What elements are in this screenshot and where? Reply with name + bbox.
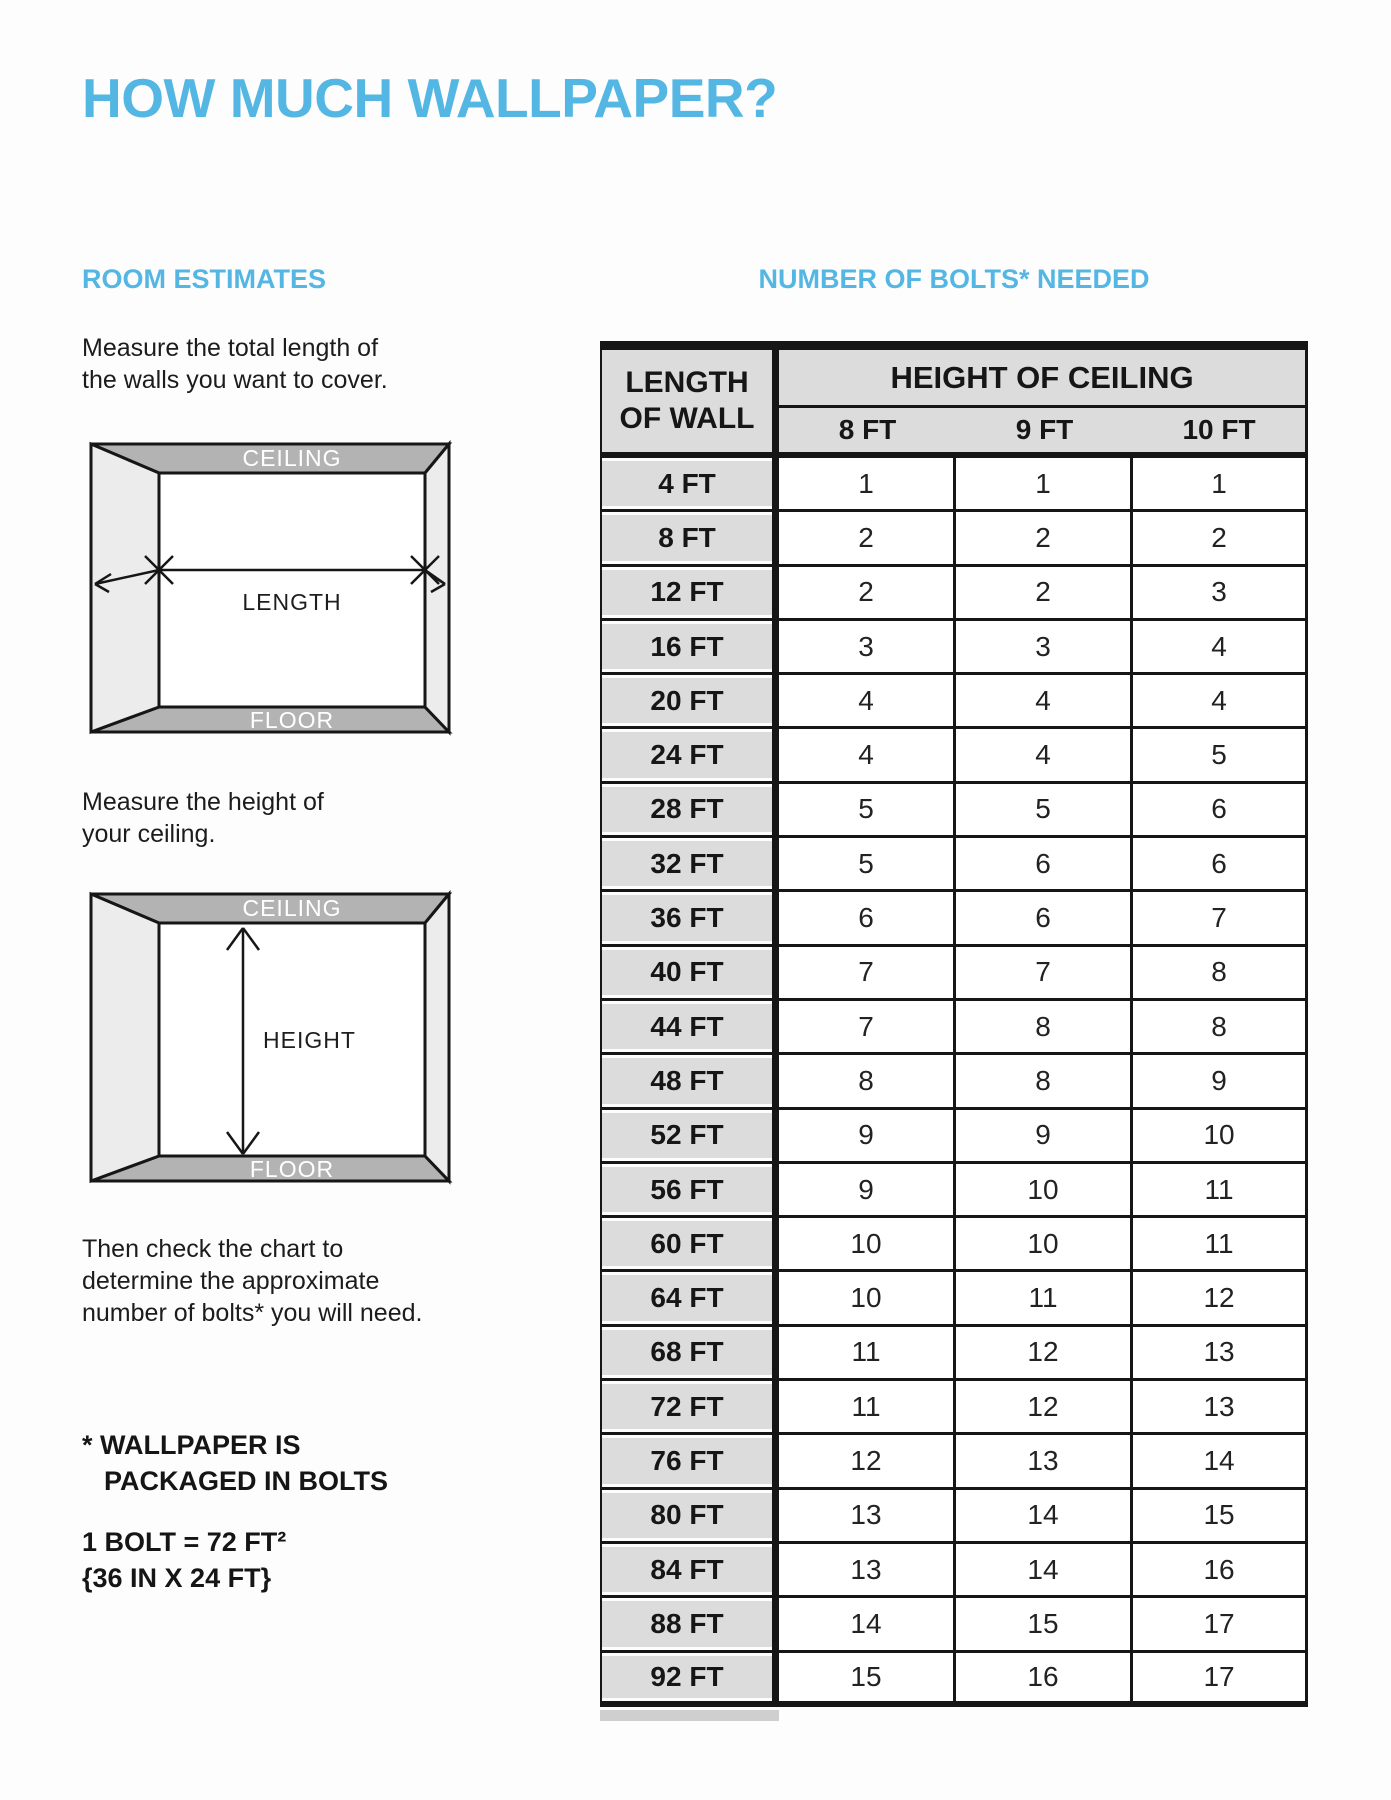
cell-9ft: 15 (956, 1598, 1133, 1652)
cell-9ft: 13 (956, 1435, 1133, 1489)
table-row (600, 1110, 1308, 1164)
row-label: 36 FT (600, 892, 779, 946)
table-row (600, 1218, 1308, 1272)
table-row (600, 1598, 1308, 1652)
row-label: 48 FT (600, 1055, 779, 1109)
cell-10ft: 17 (1133, 1598, 1308, 1652)
cell-10ft: 10 (1133, 1110, 1308, 1164)
table-row (600, 512, 1308, 566)
cell-9ft: 16 (956, 1653, 1133, 1707)
row-label: 24 FT (600, 729, 779, 783)
bolt-size-note (82, 1524, 286, 1596)
row-label: 4 FT (600, 458, 779, 512)
footnote-line: PACKAGED IN BOLTS (104, 1466, 389, 1496)
paragraph-line: Measure the height of (82, 788, 324, 816)
row-label: 44 FT (600, 1001, 779, 1055)
table-row (600, 838, 1308, 892)
cell-8ft: 10 (779, 1272, 956, 1326)
ceiling-label: CEILING (242, 895, 342, 921)
cell-8ft: 1 (779, 458, 956, 512)
cell-9ft: 6 (956, 892, 1133, 946)
row-label: 80 FT (600, 1490, 779, 1544)
table-row (600, 1490, 1308, 1544)
cell-8ft: 3 (779, 621, 956, 675)
row-label: 52 FT (600, 1110, 779, 1164)
cell-10ft: 6 (1133, 838, 1308, 892)
table-row (600, 458, 1308, 512)
cell-9ft: 8 (956, 1001, 1133, 1055)
cell-8ft: 8 (779, 1055, 956, 1109)
cell-9ft: 6 (956, 838, 1133, 892)
table-row (600, 1055, 1308, 1109)
cell-9ft: 10 (956, 1164, 1133, 1218)
cell-9ft: 9 (956, 1110, 1133, 1164)
table-header-row-1 (600, 350, 1308, 408)
cell-10ft: 14 (1133, 1435, 1308, 1489)
cell-8ft: 15 (779, 1653, 956, 1707)
cell-8ft: 12 (779, 1435, 956, 1489)
height-of-ceiling-header: HEIGHT OF CEILING (779, 350, 1308, 408)
right-wall (425, 894, 449, 1181)
bolts-footnote (82, 1427, 388, 1499)
cell-9ft: 4 (956, 729, 1133, 783)
bolts-needed-heading: NUMBER OF BOLTS* NEEDED (758, 264, 1150, 294)
row-label: 12 FT (600, 567, 779, 621)
measure-height-paragraph (82, 786, 324, 850)
cell-9ft: 2 (956, 512, 1133, 566)
cell-9ft: 14 (956, 1544, 1133, 1598)
header-line: LENGTH (625, 366, 749, 399)
row-label: 16 FT (600, 621, 779, 675)
cell-8ft: 9 (779, 1110, 956, 1164)
col-header-8ft: 8 FT (779, 408, 956, 458)
cell-9ft: 8 (956, 1055, 1133, 1109)
cell-10ft: 7 (1133, 892, 1308, 946)
cell-9ft: 4 (956, 675, 1133, 729)
cell-10ft: 6 (1133, 784, 1308, 838)
table-row (600, 892, 1308, 946)
check-chart-paragraph (82, 1233, 422, 1329)
room-height-diagram (85, 888, 455, 1187)
cell-10ft: 11 (1133, 1164, 1308, 1218)
cell-9ft: 11 (956, 1272, 1133, 1326)
cell-10ft: 12 (1133, 1272, 1308, 1326)
cell-10ft: 5 (1133, 729, 1308, 783)
row-label: 88 FT (600, 1598, 779, 1652)
table-row (600, 1327, 1308, 1381)
header-line: OF WALL (619, 402, 755, 435)
cell-8ft: 7 (779, 1001, 956, 1055)
measure-length-paragraph (82, 332, 388, 396)
length-of-wall-header (600, 350, 779, 458)
cell-8ft: 9 (779, 1164, 956, 1218)
length-label: LENGTH (242, 589, 342, 615)
floor-label: FLOOR (249, 1156, 335, 1182)
cell-10ft: 2 (1133, 512, 1308, 566)
row-label: 40 FT (600, 947, 779, 1001)
bolts-table (600, 341, 1308, 1707)
table-row (600, 1164, 1308, 1218)
room-length-diagram (85, 438, 455, 738)
cell-10ft: 15 (1133, 1490, 1308, 1544)
cell-9ft: 5 (956, 784, 1133, 838)
cell-9ft: 14 (956, 1490, 1133, 1544)
row-label: 64 FT (600, 1272, 779, 1326)
cell-10ft: 17 (1133, 1653, 1308, 1707)
row-label: 76 FT (600, 1435, 779, 1489)
cell-9ft: 12 (956, 1381, 1133, 1435)
cell-9ft: 3 (956, 621, 1133, 675)
cell-8ft: 10 (779, 1218, 956, 1272)
table-row (600, 729, 1308, 783)
cell-9ft: 10 (956, 1218, 1133, 1272)
note-line: {36 IN X 24 FT} (82, 1563, 272, 1593)
left-wall (91, 894, 159, 1181)
cell-8ft: 4 (779, 675, 956, 729)
cell-9ft: 1 (956, 458, 1133, 512)
table-row (600, 1435, 1308, 1489)
row-label: 84 FT (600, 1544, 779, 1598)
cell-8ft: 7 (779, 947, 956, 1001)
paragraph-line: determine the approximate (82, 1267, 380, 1295)
paragraph-line: Measure the total length of (82, 334, 379, 362)
cell-9ft: 7 (956, 947, 1133, 1001)
cell-10ft: 3 (1133, 567, 1308, 621)
col-header-10ft: 10 FT (1133, 408, 1308, 458)
footnote-line: * WALLPAPER IS (82, 1430, 301, 1460)
col-header-9ft: 9 FT (956, 408, 1133, 458)
cell-8ft: 2 (779, 567, 956, 621)
row-label: 92 FT (600, 1653, 779, 1707)
cell-8ft: 11 (779, 1381, 956, 1435)
table-row (600, 567, 1308, 621)
table-row (600, 947, 1308, 1001)
note-line: 1 BOLT = 72 FT² (82, 1527, 287, 1557)
table-row (600, 1272, 1308, 1326)
table-row (600, 1381, 1308, 1435)
ceiling-label: CEILING (242, 445, 342, 471)
cell-10ft: 8 (1133, 947, 1308, 1001)
cell-10ft: 1 (1133, 458, 1308, 512)
paragraph-line: your ceiling. (82, 820, 216, 848)
table-row (600, 1001, 1308, 1055)
cell-9ft: 12 (956, 1327, 1133, 1381)
row-label: 32 FT (600, 838, 779, 892)
cell-10ft: 13 (1133, 1381, 1308, 1435)
row-label: 28 FT (600, 784, 779, 838)
table-row (600, 1653, 1308, 1707)
cell-8ft: 13 (779, 1544, 956, 1598)
row-label: 20 FT (600, 675, 779, 729)
row-label: 8 FT (600, 512, 779, 566)
cell-8ft: 2 (779, 512, 956, 566)
cell-10ft: 9 (1133, 1055, 1308, 1109)
cell-10ft: 13 (1133, 1327, 1308, 1381)
cell-10ft: 16 (1133, 1544, 1308, 1598)
cell-8ft: 14 (779, 1598, 956, 1652)
cell-8ft: 5 (779, 838, 956, 892)
row-label: 60 FT (600, 1218, 779, 1272)
table-row (600, 1544, 1308, 1598)
cell-10ft: 4 (1133, 621, 1308, 675)
cell-8ft: 5 (779, 784, 956, 838)
row-label: 56 FT (600, 1164, 779, 1218)
row-label: 72 FT (600, 1381, 779, 1435)
paragraph-line: the walls you want to cover. (82, 366, 388, 394)
cell-8ft: 11 (779, 1327, 956, 1381)
cell-8ft: 13 (779, 1490, 956, 1544)
table-row (600, 784, 1308, 838)
page-title: HOW MUCH WALLPAPER? (82, 67, 778, 129)
table-bottom-shadow (600, 1710, 779, 1721)
cell-8ft: 6 (779, 892, 956, 946)
room-estimates-heading: ROOM ESTIMATES (82, 264, 327, 294)
cell-9ft: 2 (956, 567, 1133, 621)
cell-10ft: 11 (1133, 1218, 1308, 1272)
row-label: 68 FT (600, 1327, 779, 1381)
height-label: HEIGHT (263, 1027, 356, 1053)
cell-10ft: 4 (1133, 675, 1308, 729)
floor-label: FLOOR (249, 707, 335, 733)
table-row (600, 675, 1308, 729)
paragraph-line: Then check the chart to (82, 1235, 344, 1263)
cell-10ft: 8 (1133, 1001, 1308, 1055)
table-row (600, 621, 1308, 675)
cell-8ft: 4 (779, 729, 956, 783)
paragraph-line: number of bolts* you will need. (82, 1299, 423, 1327)
